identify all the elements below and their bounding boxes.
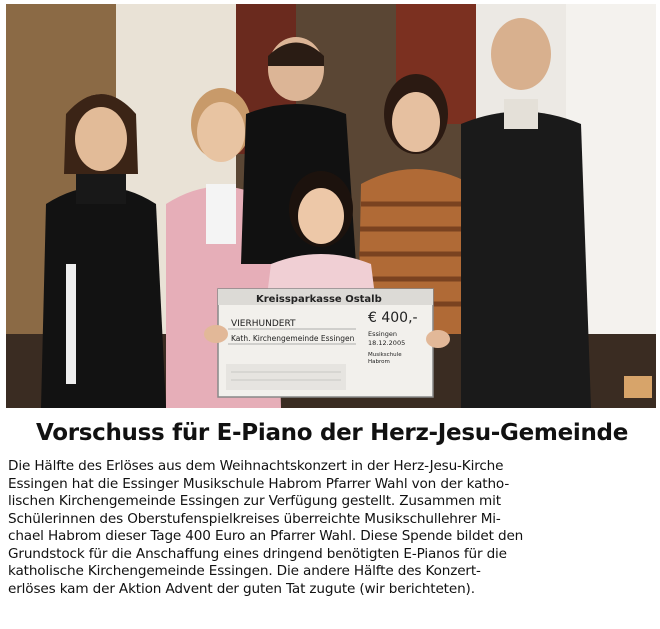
group-photo-illustration (6, 4, 656, 408)
article-headline: Vorschuss für E-Piano der Herz-Jesu-Gemeinde (35, 420, 629, 446)
body-line: Essingen hat die Essinger Musikschule Habrom Pfarrer Wahl von der katho- (8, 475, 510, 492)
cheque-signer-2: Habrom (368, 359, 390, 365)
cheque-signer-1: Musikschule (368, 352, 402, 358)
cheque-payee: Kath. Kirchengemeinde Essingen (231, 334, 355, 343)
cheque-amount-words: VIERHUNDERT (231, 319, 296, 329)
body-line: Schülerinnen des Oberstufenspielkreises überreichte Musikschullehrer Mi- (8, 510, 501, 527)
body-line: Grundstock für die Anschaffung eines dringend benötigten E-Pianos für die (8, 545, 507, 562)
cheque-amount: € 400,- (368, 310, 418, 326)
body-line: katholische Kirchengemeinde Essingen. Die andere Hälfte des Konzert- (8, 563, 481, 579)
body-line: lischen Kirchengemeinde Essingen zur Verfügung gestellt. Zusammen mit (8, 493, 501, 509)
article-body (8, 458, 658, 598)
article-photo (6, 4, 656, 408)
cheque-place: Essingen (368, 330, 398, 338)
cheque-bank-name: Kreissparkasse Ostalb (256, 294, 382, 305)
body-line: chael Habrom dieser Tage 400 Euro an Pfarrer Wahl. Diese Spende bildet den (8, 528, 524, 544)
cheque-date: 18.12.2005 (368, 339, 406, 347)
body-line: Die Hälfte des Erlöses aus dem Weihnachtskonzert in der Herz-Jesu-Kirche (8, 458, 504, 474)
body-line: erlöses kam der Aktion Advent der guten Tat zugute (wir berichteten). (8, 580, 475, 597)
